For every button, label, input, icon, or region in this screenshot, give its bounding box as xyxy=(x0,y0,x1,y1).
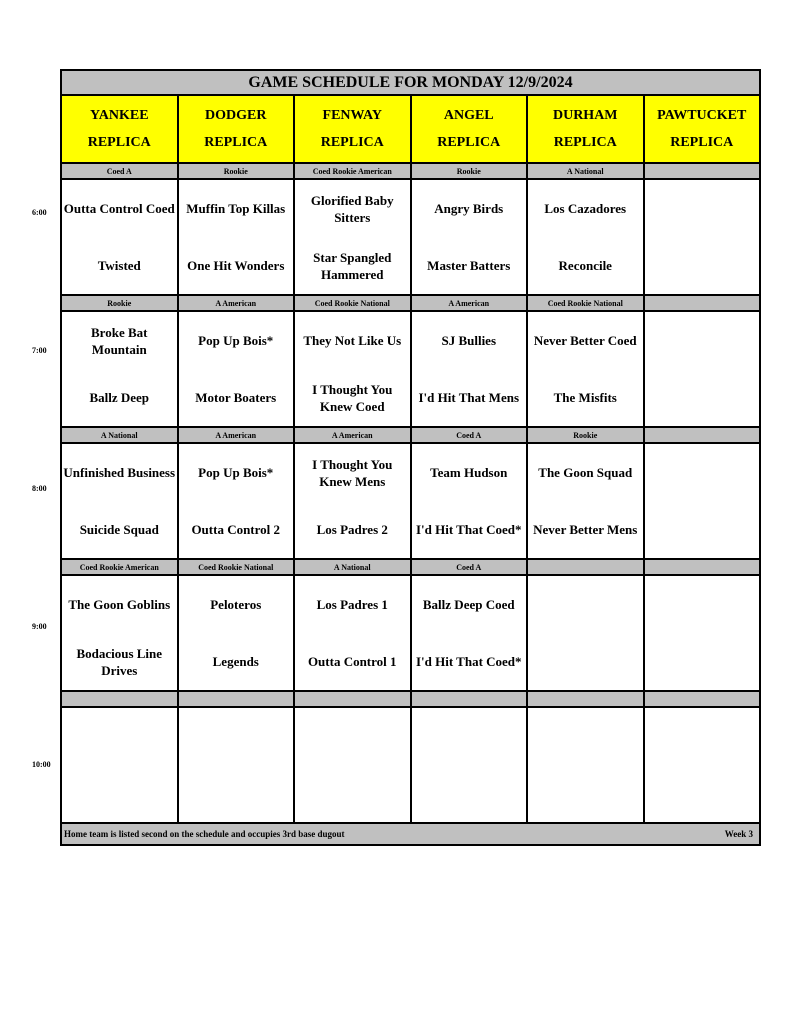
away-team xyxy=(179,708,294,765)
division-label: A American xyxy=(178,427,295,443)
game-cell xyxy=(178,575,295,691)
division-label: Coed Rookie American xyxy=(61,559,178,575)
game-cell xyxy=(411,179,528,295)
field-name: DODGER xyxy=(205,108,267,123)
home-team: Reconcile xyxy=(558,258,612,273)
away-team xyxy=(62,708,177,765)
division-label: Coed Rookie National xyxy=(527,295,644,311)
division-label: Coed A xyxy=(411,559,528,575)
home-team xyxy=(645,237,760,294)
game-cell xyxy=(178,311,295,427)
away-team: I Thought You Knew Mens xyxy=(312,456,393,489)
away-team: Pop Up Bois* xyxy=(198,333,274,348)
division-label xyxy=(178,691,295,707)
game-cell xyxy=(527,443,644,559)
division-label xyxy=(294,691,411,707)
away-team xyxy=(645,312,760,369)
game-cell xyxy=(294,179,411,295)
home-team: Outta Control 1 xyxy=(307,654,397,669)
game-cell xyxy=(644,575,761,691)
home-team: Motor Boaters xyxy=(195,390,277,405)
division-label: Coed A xyxy=(411,427,528,443)
field-type: REPLICA xyxy=(670,135,734,150)
game-cell xyxy=(178,443,295,559)
footer xyxy=(61,823,760,845)
division-row xyxy=(61,163,760,179)
schedule-table xyxy=(60,69,761,846)
division-label xyxy=(644,163,761,179)
division-label: Coed Rookie American xyxy=(294,163,411,179)
away-team: Ballz Deep Coed xyxy=(422,597,515,612)
field-name: YANKEE xyxy=(89,108,149,123)
home-team xyxy=(645,501,760,558)
home-team xyxy=(62,765,177,822)
division-label: Rookie xyxy=(411,163,528,179)
division-row xyxy=(61,691,760,707)
division-label: A American xyxy=(178,295,295,311)
home-team: Outta Control 2 xyxy=(191,522,281,537)
field-header xyxy=(411,95,528,163)
division-label: A American xyxy=(411,295,528,311)
game-cell xyxy=(527,707,644,823)
away-team xyxy=(645,708,760,765)
game-cell xyxy=(644,311,761,427)
game-cell xyxy=(644,443,761,559)
home-team: Never Better Mens xyxy=(533,522,638,537)
home-team: Bodacious Line Drives xyxy=(76,645,163,678)
away-team: Unfinished Business xyxy=(63,465,176,480)
away-team: Angry Birds xyxy=(434,201,504,216)
division-label xyxy=(644,559,761,575)
game-cell xyxy=(527,179,644,295)
away-team: The Goon Squad xyxy=(538,465,633,480)
home-team: Master Batters xyxy=(427,258,511,273)
home-team xyxy=(528,765,643,822)
division-label: Rookie xyxy=(178,163,295,179)
game-cell xyxy=(294,707,411,823)
footer-note: Home team is listed second on the schedule and occupies 3rd base dugout xyxy=(64,829,345,839)
game-cell xyxy=(294,311,411,427)
time-label-6: 6:00 xyxy=(32,208,47,217)
game-cell xyxy=(527,575,644,691)
away-team: Team Hudson xyxy=(430,465,508,480)
game-cell xyxy=(61,311,178,427)
away-team: Glorified Baby Sitters xyxy=(310,192,394,225)
game-cell xyxy=(411,575,528,691)
home-team: Ballz Deep xyxy=(89,390,150,405)
game-row xyxy=(61,179,760,295)
game-cell xyxy=(294,443,411,559)
division-label: Coed Rookie National xyxy=(178,559,295,575)
division-row xyxy=(61,295,760,311)
field-name: ANGEL xyxy=(443,108,494,123)
away-team: Broke Bat Mountain xyxy=(91,324,148,357)
division-label xyxy=(644,427,761,443)
game-cell xyxy=(61,179,178,295)
field-header xyxy=(178,95,295,163)
field-header xyxy=(294,95,411,163)
field-name: PAWTUCKET xyxy=(657,108,747,123)
game-cell xyxy=(644,179,761,295)
away-team: SJ Bullies xyxy=(441,333,497,348)
field-type: REPLICA xyxy=(320,135,384,150)
division-label xyxy=(644,691,761,707)
game-cell xyxy=(61,575,178,691)
schedule-sheet xyxy=(60,69,761,846)
home-team: I'd Hit That Mens xyxy=(418,390,520,405)
home-team xyxy=(179,765,294,822)
away-team xyxy=(295,708,410,765)
division-label xyxy=(527,691,644,707)
game-cell xyxy=(644,707,761,823)
home-team xyxy=(528,633,643,690)
game-cell xyxy=(178,707,295,823)
field-name: DURHAM xyxy=(552,108,618,123)
field-type: REPLICA xyxy=(204,135,268,150)
division-label: Rookie xyxy=(527,427,644,443)
home-team xyxy=(645,369,760,426)
home-team: Suicide Squad xyxy=(79,522,159,537)
home-team: I'd Hit That Coed* xyxy=(415,522,522,537)
away-team: Los Cazadores xyxy=(544,201,627,216)
game-cell xyxy=(61,707,178,823)
field-type: REPLICA xyxy=(87,135,151,150)
away-team xyxy=(528,708,643,765)
division-label xyxy=(527,559,644,575)
away-team xyxy=(645,576,760,633)
division-label: A National xyxy=(527,163,644,179)
game-cell xyxy=(294,575,411,691)
home-team: I'd Hit That Coed* xyxy=(415,654,522,669)
home-team xyxy=(412,765,527,822)
home-team: I Thought You Knew Coed xyxy=(312,381,393,414)
home-team: The Misfits xyxy=(553,390,617,405)
division-label: A National xyxy=(294,559,411,575)
division-label: Coed Rookie National xyxy=(294,295,411,311)
game-row xyxy=(61,575,760,691)
game-cell xyxy=(411,311,528,427)
home-team: Twisted xyxy=(97,258,141,273)
time-column xyxy=(0,0,60,1024)
away-team: Never Better Coed xyxy=(533,333,637,348)
time-label-8: 8:00 xyxy=(32,484,47,493)
division-label: A American xyxy=(294,427,411,443)
away-team: Peloteros xyxy=(210,597,262,612)
division-label: Coed A xyxy=(61,163,178,179)
home-team: Legends xyxy=(212,654,259,669)
game-row xyxy=(61,311,760,427)
home-team xyxy=(645,633,760,690)
away-team xyxy=(528,576,643,633)
division-label xyxy=(411,691,528,707)
time-label-10: 10:00 xyxy=(32,760,51,769)
time-label-9: 9:00 xyxy=(32,622,47,631)
game-cell xyxy=(527,311,644,427)
field-header xyxy=(644,95,761,163)
away-team xyxy=(645,444,760,501)
field-type: REPLICA xyxy=(437,135,501,150)
week-label: Week 3 xyxy=(724,829,753,839)
field-header xyxy=(61,95,178,163)
away-team: Pop Up Bois* xyxy=(198,465,274,480)
game-cell xyxy=(411,443,528,559)
field-name: FENWAY xyxy=(322,108,382,123)
game-cell xyxy=(61,443,178,559)
game-cell xyxy=(411,707,528,823)
division-label: A National xyxy=(61,427,178,443)
away-team xyxy=(645,180,760,237)
home-team: Star Spangled Hammered xyxy=(313,249,392,282)
division-label xyxy=(61,691,178,707)
division-row xyxy=(61,559,760,575)
time-label-7: 7:00 xyxy=(32,346,47,355)
home-team: One Hit Wonders xyxy=(187,258,285,273)
division-row xyxy=(61,427,760,443)
away-team: Muffin Top Killas xyxy=(186,201,286,216)
division-label xyxy=(644,295,761,311)
home-team xyxy=(295,765,410,822)
home-team: Los Padres 2 xyxy=(316,522,388,537)
away-team xyxy=(412,708,527,765)
game-row xyxy=(61,707,760,823)
home-team xyxy=(645,765,760,822)
field-type: REPLICA xyxy=(553,135,617,150)
field-header xyxy=(527,95,644,163)
schedule-title: GAME SCHEDULE FOR MONDAY 12/9/2024 xyxy=(61,70,760,95)
away-team: They Not Like Us xyxy=(303,333,402,348)
game-cell xyxy=(178,179,295,295)
away-team: Outta Control Coed xyxy=(63,201,175,216)
away-team: The Goon Goblins xyxy=(68,597,171,612)
field-header-row xyxy=(61,95,760,163)
game-row xyxy=(61,443,760,559)
away-team: Los Padres 1 xyxy=(316,597,388,612)
division-label: Rookie xyxy=(61,295,178,311)
